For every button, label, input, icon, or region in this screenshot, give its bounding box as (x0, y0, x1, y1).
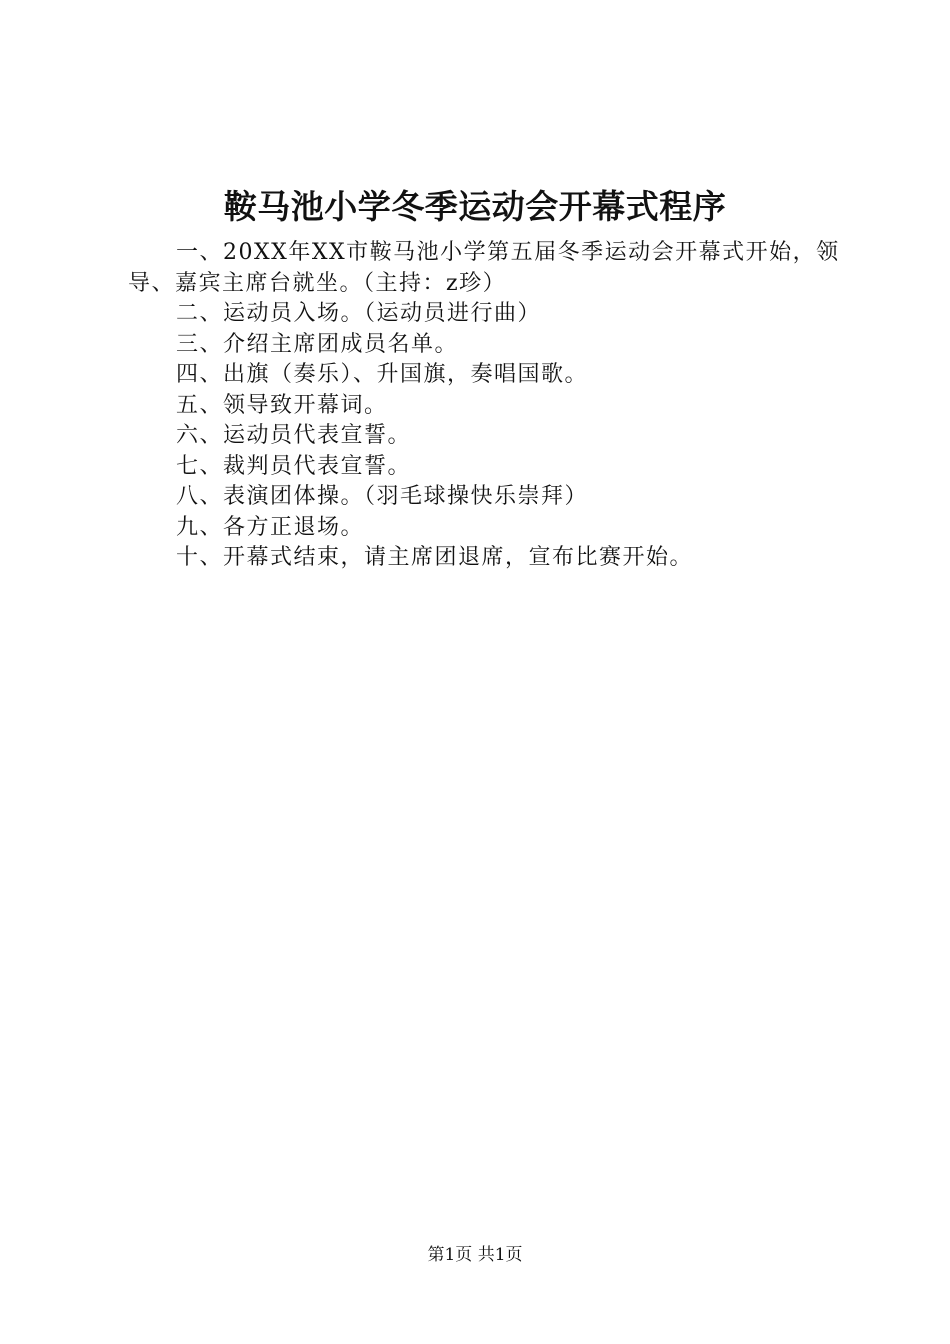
program-item-3: 三、介绍主席团成员名单。 (176, 331, 459, 357)
document-title: 鞍马池小学冬季运动会开幕式程序 (223, 187, 727, 226)
program-item-7: 七、裁判员代表宣誓。 (176, 453, 412, 479)
program-list (128, 238, 850, 574)
program-item-8: 八、表演团体操。（羽毛球操快乐崇拜） (176, 484, 589, 509)
program-item-9: 九、各方正退场。 (176, 514, 365, 540)
program-item-2: 二、运动员入场。（运动员进行曲） (176, 301, 542, 326)
page-footer: 第1页 共1页 (427, 1245, 523, 1265)
program-item-1: 一、20XX年XX市鞍马池小学第五届冬季运动会开幕式开始，领导、嘉宾主席台就坐。（主持：z珍） (128, 240, 840, 296)
program-item-10: 十、开幕式结束，请主席团退席，宣布比赛开始。 (176, 545, 694, 570)
program-item-5: 五、领导致开幕词。 (176, 392, 388, 418)
program-item-6: 六、运动员代表宣誓。 (176, 423, 412, 448)
program-item-4: 四、出旗（奏乐）、升国旗，奏唱国歌。 (176, 362, 589, 387)
